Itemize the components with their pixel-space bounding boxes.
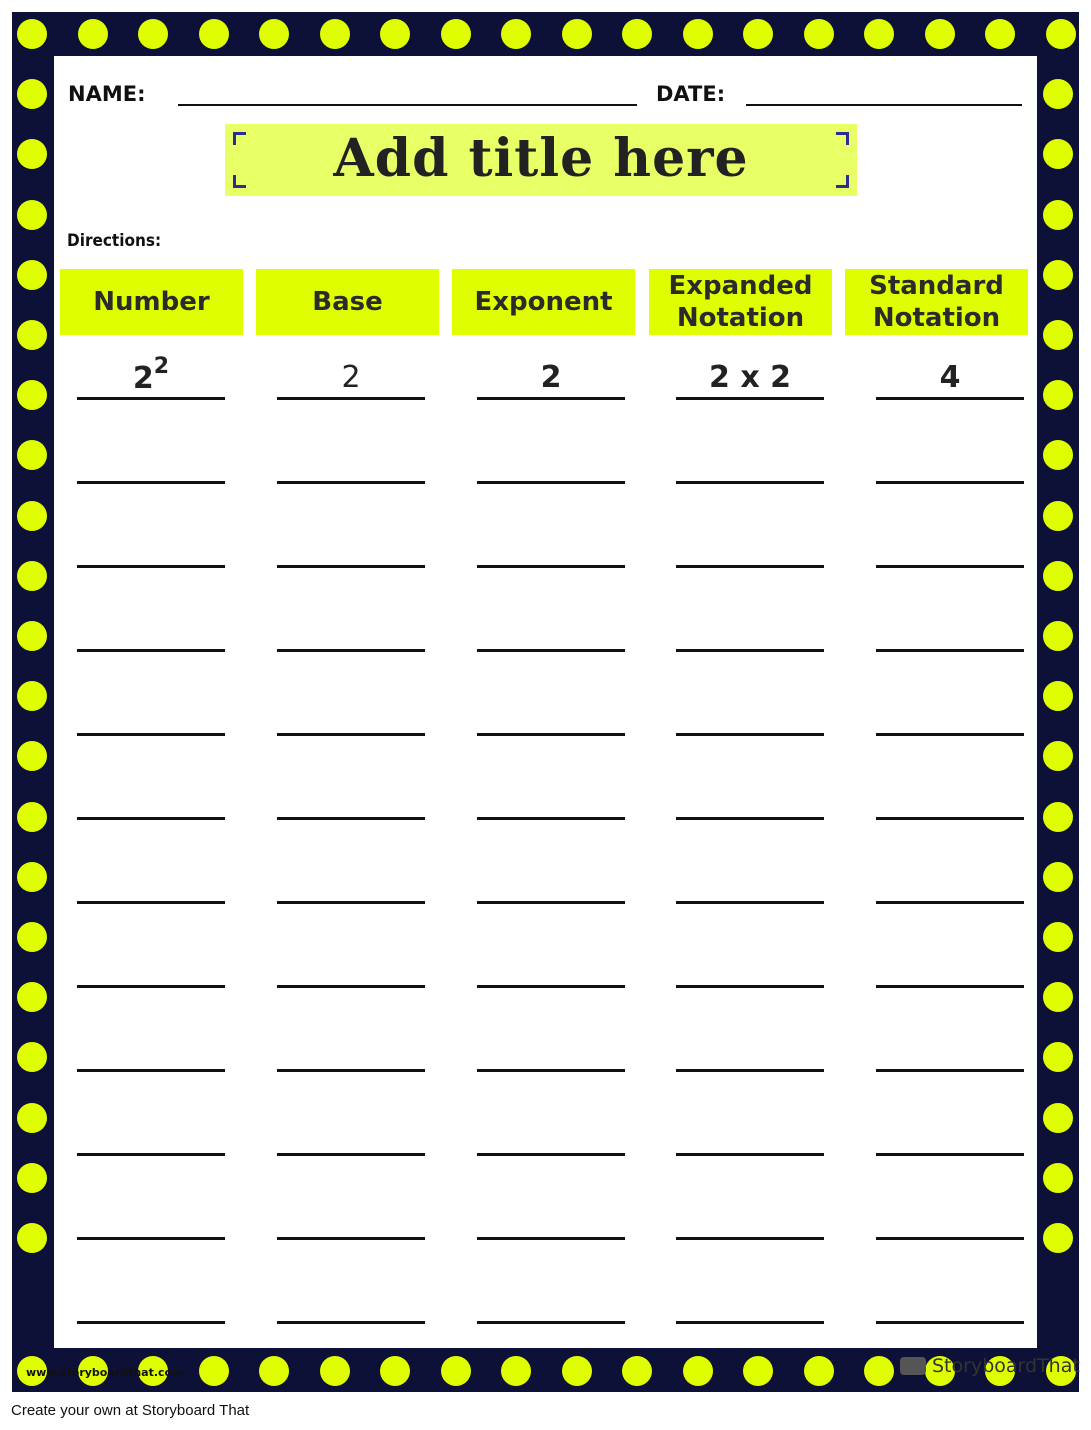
answer-line[interactable] (277, 733, 425, 736)
border-dot (804, 19, 834, 49)
answer-line[interactable] (77, 481, 225, 484)
answer-line[interactable] (676, 649, 824, 652)
border-dot (562, 19, 592, 49)
border-dot (199, 1356, 229, 1386)
storyboardthat-logo (900, 1355, 1080, 1377)
border-dot (1043, 79, 1073, 109)
answer-line[interactable] (676, 985, 824, 988)
column-header-exponent: Exponent (452, 269, 635, 335)
answer-line[interactable] (277, 649, 425, 652)
border-dot (441, 1356, 471, 1386)
answer-line[interactable] (876, 649, 1024, 652)
border-dot (1043, 802, 1073, 832)
border-dot (1043, 1223, 1073, 1253)
border-dot (864, 19, 894, 49)
border-dot (743, 19, 773, 49)
answer-line[interactable] (876, 985, 1024, 988)
border-dot (259, 1356, 289, 1386)
border-dot (1043, 380, 1073, 410)
answer-line[interactable] (676, 733, 824, 736)
answer-line[interactable] (676, 901, 824, 904)
answer-line[interactable] (477, 1069, 625, 1072)
watermark-url: www.storyboardthat.com (26, 1366, 184, 1379)
border-dot (1043, 139, 1073, 169)
column-header-standard-notation: Standard Notation (845, 269, 1028, 335)
border-dot (622, 19, 652, 49)
answer-line[interactable] (876, 481, 1024, 484)
answer-line[interactable] (477, 1321, 625, 1324)
border-dot (259, 19, 289, 49)
answer-line[interactable] (477, 817, 625, 820)
border-dot (1043, 561, 1073, 591)
border-dot (17, 1163, 47, 1193)
border-dot (1043, 1163, 1073, 1193)
border-dot (1043, 260, 1073, 290)
column-header-base: Base (256, 269, 439, 335)
border-dot (17, 19, 47, 49)
border-dot (1043, 320, 1073, 350)
border-dot (17, 862, 47, 892)
border-dot (925, 19, 955, 49)
border-dot (17, 320, 47, 350)
border-dot (985, 19, 1015, 49)
border-dot (1043, 862, 1073, 892)
border-dot (17, 561, 47, 591)
example-expanded-cell: 2 x 2 (709, 360, 791, 395)
border-dot (380, 19, 410, 49)
footer-text: Create your own at Storyboard That (11, 1402, 250, 1419)
border-dot (17, 260, 47, 290)
directions-label: Directions: (67, 231, 162, 251)
answer-line[interactable] (876, 1153, 1024, 1156)
answer-line[interactable] (477, 985, 625, 988)
answer-line[interactable] (77, 649, 225, 652)
answer-line[interactable] (477, 481, 625, 484)
border-dot (1043, 982, 1073, 1012)
border-dot (683, 1356, 713, 1386)
answer-line[interactable] (77, 397, 225, 400)
border-dot (17, 139, 47, 169)
answer-line[interactable] (477, 565, 625, 568)
answer-line[interactable] (277, 397, 425, 400)
border-dot (17, 922, 47, 952)
border-dot (1043, 1042, 1073, 1072)
border-dot (17, 501, 47, 531)
border-dot (17, 1103, 47, 1133)
answer-line[interactable] (676, 1321, 824, 1324)
title-box[interactable] (225, 124, 857, 196)
example-exponent-cell: 2 (540, 360, 562, 395)
border-dot (501, 19, 531, 49)
speech-bubble-icon (900, 1357, 926, 1375)
answer-line[interactable] (676, 1153, 824, 1156)
border-dot (17, 1223, 47, 1253)
example-number-exponent: 2 (153, 354, 170, 379)
border-dot (17, 440, 47, 470)
border-dot (1043, 200, 1073, 230)
answer-line[interactable] (876, 397, 1024, 400)
answer-line[interactable] (77, 817, 225, 820)
answer-line[interactable] (876, 1237, 1024, 1240)
answer-line[interactable] (77, 733, 225, 736)
name-field-line[interactable] (178, 104, 637, 106)
border-dot (17, 982, 47, 1012)
example-number-cell (77, 354, 225, 396)
answer-line[interactable] (876, 565, 1024, 568)
border-dot (199, 19, 229, 49)
answer-line[interactable] (676, 481, 824, 484)
border-dot (17, 380, 47, 410)
answer-line[interactable] (477, 1237, 625, 1240)
border-dot (1043, 922, 1073, 952)
border-dot (17, 681, 47, 711)
answer-line[interactable] (477, 901, 625, 904)
answer-line[interactable] (676, 1069, 824, 1072)
answer-line[interactable] (676, 565, 824, 568)
border-dot (441, 19, 471, 49)
border-dot (622, 1356, 652, 1386)
logo-text: StoryboardThat (932, 1355, 1080, 1377)
answer-line[interactable] (876, 733, 1024, 736)
border-dot (1043, 440, 1073, 470)
answer-line[interactable] (477, 397, 625, 400)
column-header-expanded-notation: Expanded Notation (649, 269, 832, 335)
border-dot (17, 200, 47, 230)
answer-line[interactable] (277, 565, 425, 568)
border-dot (17, 621, 47, 651)
date-field-line[interactable] (746, 104, 1022, 106)
answer-line[interactable] (77, 1321, 225, 1324)
border-dot (17, 741, 47, 771)
border-dot (1043, 681, 1073, 711)
border-dot (17, 802, 47, 832)
answer-line[interactable] (876, 817, 1024, 820)
answer-line[interactable] (277, 481, 425, 484)
answer-line[interactable] (77, 1069, 225, 1072)
border-dot (1043, 621, 1073, 651)
answer-line[interactable] (277, 817, 425, 820)
answer-line[interactable] (277, 1069, 425, 1072)
answer-line[interactable] (876, 1069, 1024, 1072)
answer-line[interactable] (477, 733, 625, 736)
border-dot (17, 79, 47, 109)
answer-line[interactable] (77, 901, 225, 904)
border-dot (138, 19, 168, 49)
answer-line[interactable] (277, 901, 425, 904)
column-header-number: Number (60, 269, 243, 335)
border-dot (320, 1356, 350, 1386)
answer-line[interactable] (77, 1237, 225, 1240)
name-label: NAME: (68, 82, 146, 106)
answer-line[interactable] (277, 1321, 425, 1324)
border-dot (320, 19, 350, 49)
border-dot (17, 1042, 47, 1072)
border-dot (501, 1356, 531, 1386)
border-dot (743, 1356, 773, 1386)
example-standard-cell: 4 (939, 360, 961, 395)
page-title[interactable]: Add title here (333, 128, 749, 189)
answer-line[interactable] (277, 985, 425, 988)
border-dot (864, 1356, 894, 1386)
answer-line[interactable] (676, 397, 824, 400)
answer-line[interactable] (77, 565, 225, 568)
example-base-cell: 2 (341, 360, 361, 395)
answer-line[interactable] (876, 901, 1024, 904)
border-dot (380, 1356, 410, 1386)
border-dot (804, 1356, 834, 1386)
answer-line[interactable] (676, 1237, 824, 1240)
border-dot (1043, 1103, 1073, 1133)
example-number-base: 2 (132, 361, 154, 396)
border-dot (562, 1356, 592, 1386)
border-dot (683, 19, 713, 49)
border-dot (1043, 741, 1073, 771)
border-dot (1043, 501, 1073, 531)
date-label: DATE: (656, 82, 726, 106)
answer-line[interactable] (277, 1237, 425, 1240)
answer-line[interactable] (477, 649, 625, 652)
answer-line[interactable] (77, 985, 225, 988)
answer-line[interactable] (876, 1321, 1024, 1324)
border-dot (1046, 19, 1076, 49)
answer-line[interactable] (676, 817, 824, 820)
answer-line[interactable] (77, 1153, 225, 1156)
answer-line[interactable] (277, 1153, 425, 1156)
border-dot (78, 19, 108, 49)
answer-line[interactable] (477, 1153, 625, 1156)
